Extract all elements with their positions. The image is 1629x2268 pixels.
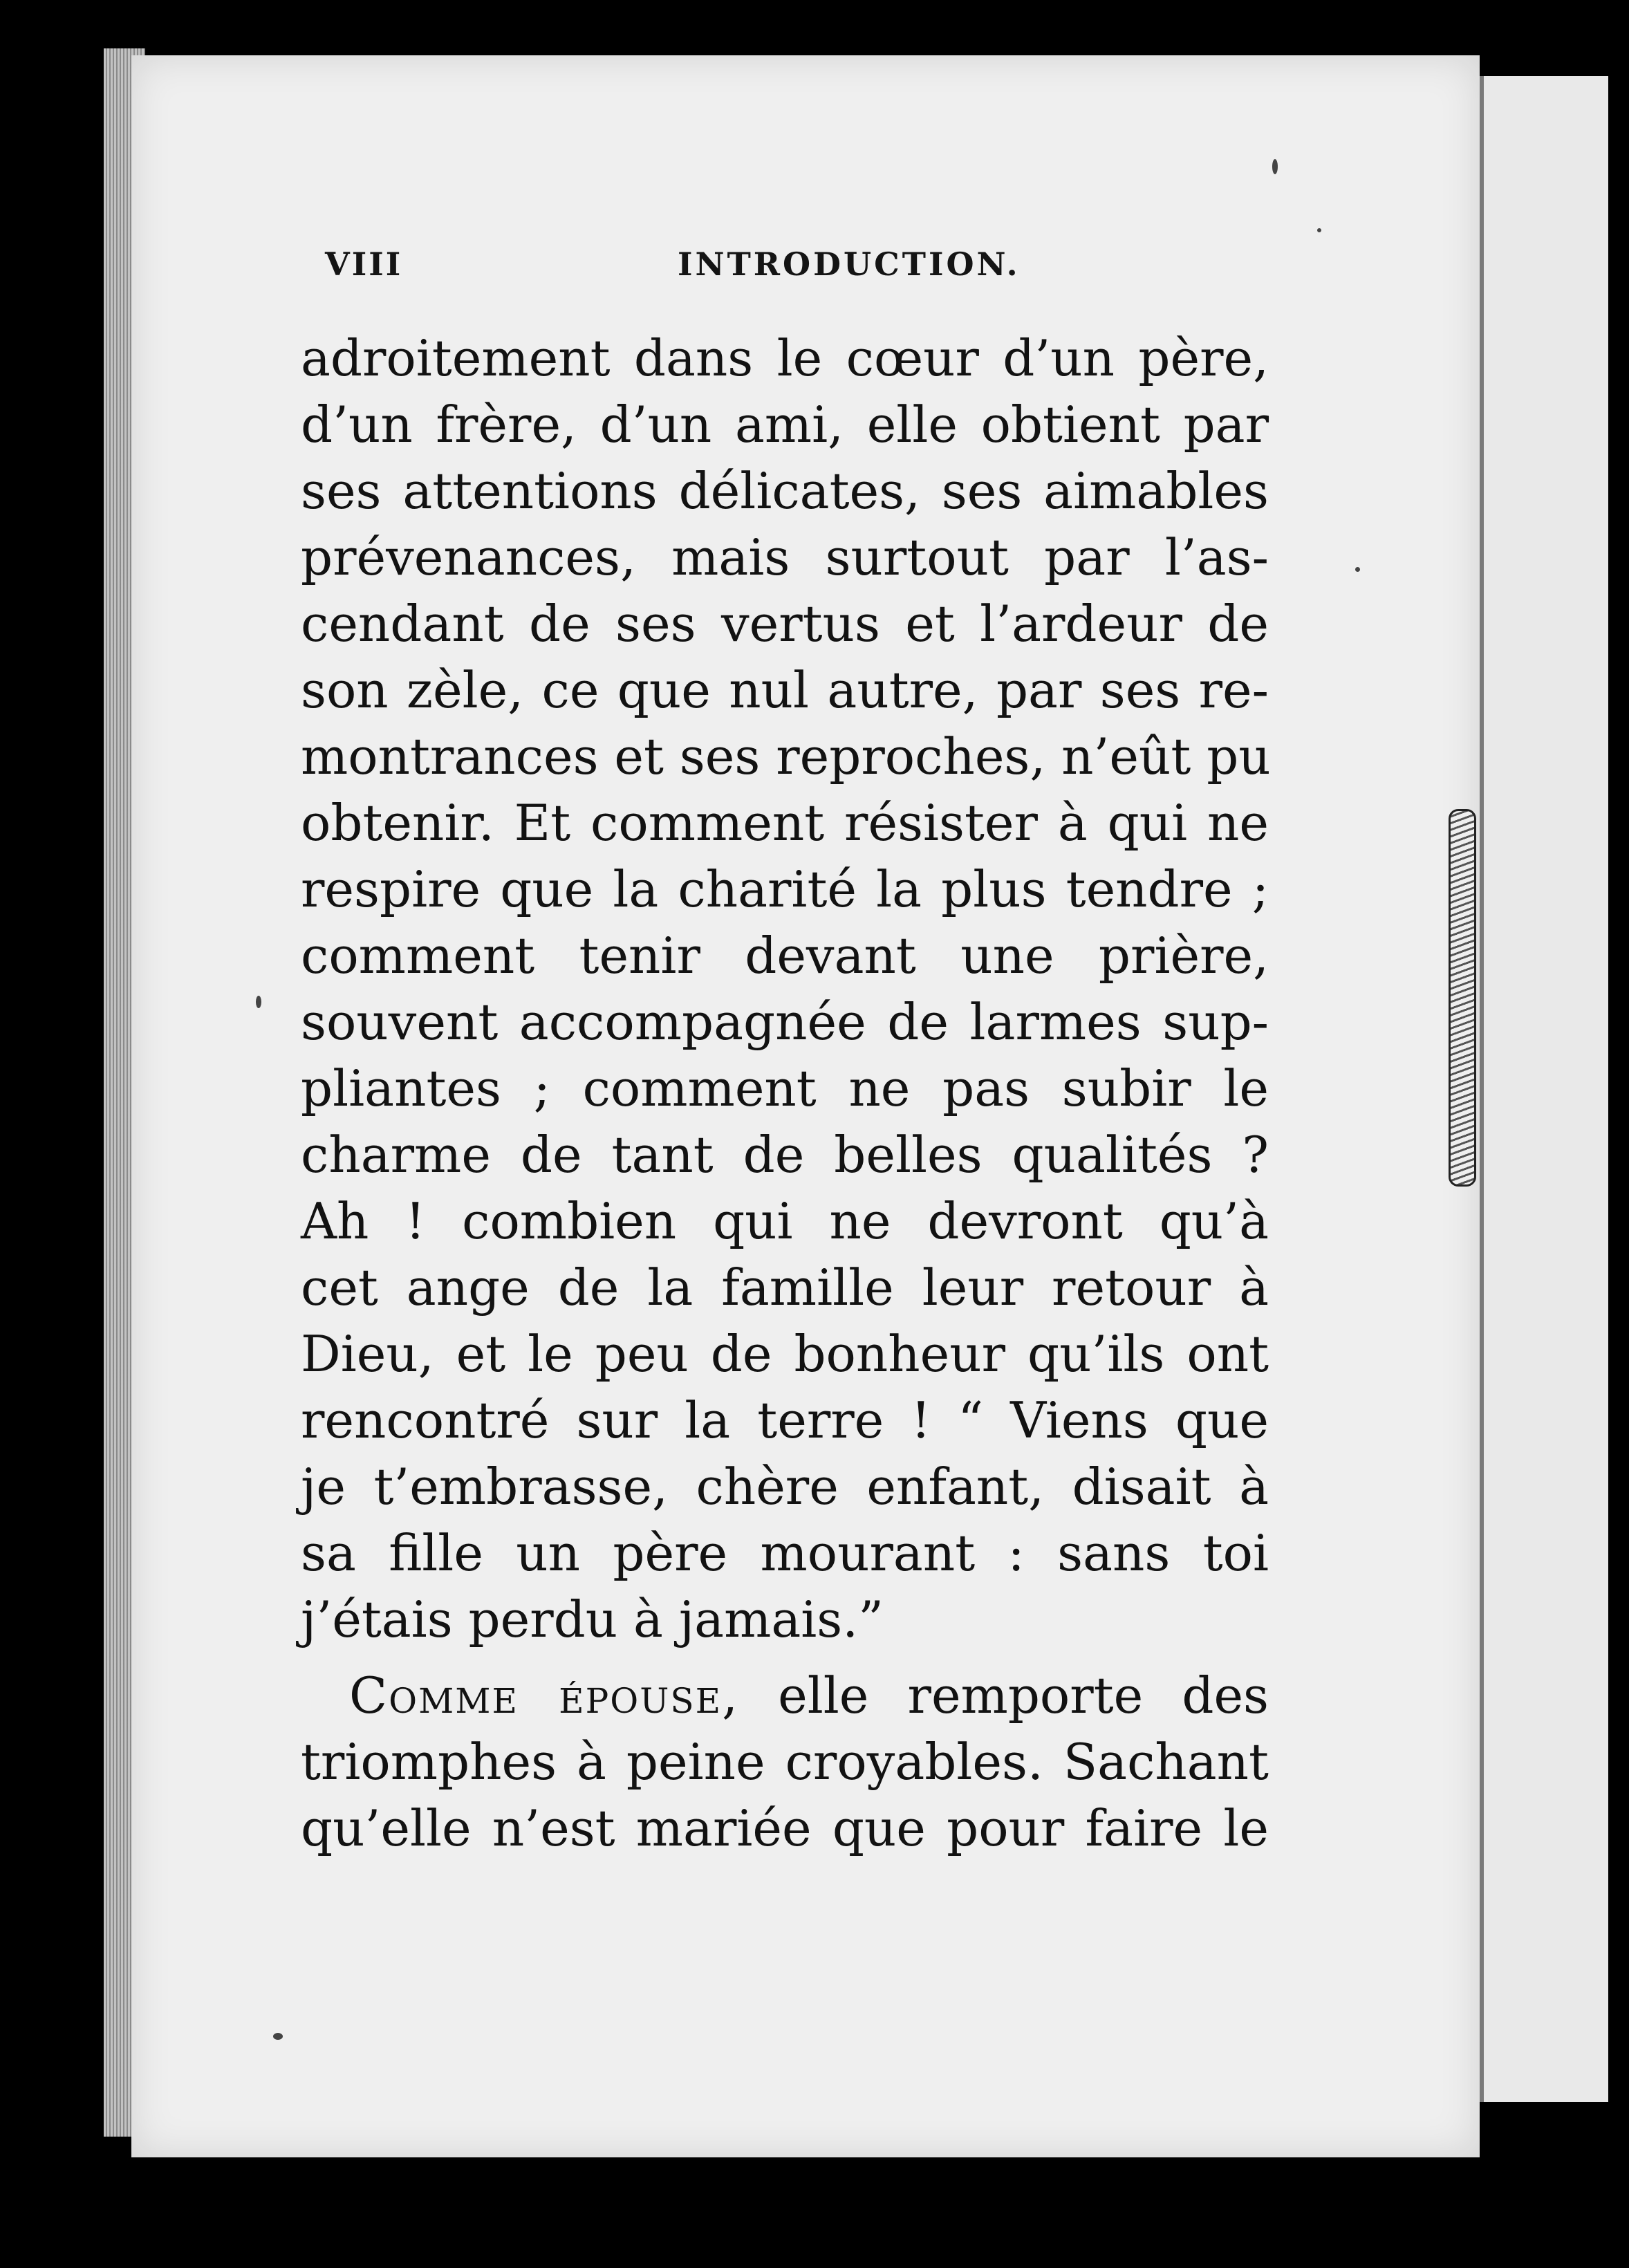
text-line: sa fille un père mourant : sans toi xyxy=(301,1524,1269,1582)
text-line: je t’embrasse, chère enfant, disait à xyxy=(301,1458,1269,1516)
text-line: j’étais perdu à jamais.” xyxy=(301,1590,884,1648)
text-line: obtenir. Et comment résister à qui ne xyxy=(301,794,1269,852)
text-line: adroitement dans le cœur d’un père, xyxy=(301,329,1269,387)
text-line: ses attentions délicates, ses aimables xyxy=(301,462,1269,520)
text-line: rencontré sur la terre ! “ Viens que xyxy=(301,1391,1269,1449)
bookmark-ribbon xyxy=(1449,809,1476,1187)
text-line: triomphes à peine croyables. Sachant xyxy=(301,1733,1269,1791)
text-line: Ah ! combien qui ne devront qu’à xyxy=(301,1192,1269,1250)
small-caps-lead: Comme épouse, xyxy=(349,1666,740,1725)
text-line: souvent accompagnée de larmes sup- xyxy=(301,993,1269,1051)
text-line: cet ange de la famille leur retour à xyxy=(301,1258,1269,1317)
body-text xyxy=(301,325,1269,1861)
text-line: respire que la charité la plus tendre ; xyxy=(301,860,1269,918)
scan-speck xyxy=(1317,228,1321,232)
text-line: comment tenir devant une prière, xyxy=(301,927,1269,985)
text-line: montrances et ses reproches, n’eût pu xyxy=(301,727,1271,786)
scan-speck xyxy=(256,996,261,1008)
scan-speck xyxy=(273,2033,283,2040)
text-line: prévenances, mais surtout par l’as- xyxy=(301,528,1269,586)
running-head: INTRODUCTION. xyxy=(678,245,1021,283)
paragraph-start-line xyxy=(301,1662,1269,1729)
facing-page-edge xyxy=(1480,76,1608,2102)
text-line: cendant de ses vertus et l’ardeur de xyxy=(301,595,1269,653)
page-number: VIII xyxy=(325,245,403,283)
text-line: d’un frère, d’un ami, elle obtient par xyxy=(301,396,1269,454)
text-line: son zèle, ce que nul autre, par ses re- xyxy=(301,661,1269,719)
text-line: pliantes ; comment ne pas subir le xyxy=(301,1059,1269,1117)
scan-speck xyxy=(1272,159,1278,174)
text-line-remainder: elle remporte des xyxy=(739,1666,1269,1725)
scan-speck xyxy=(1355,567,1360,572)
text-line: Dieu, et le peu de bonheur qu’ils ont xyxy=(301,1325,1269,1383)
page-header xyxy=(325,245,1021,294)
text-line: charme de tant de belles qualités ? xyxy=(301,1126,1269,1184)
text-line: qu’elle n’est mariée que pour faire le xyxy=(301,1799,1269,1857)
